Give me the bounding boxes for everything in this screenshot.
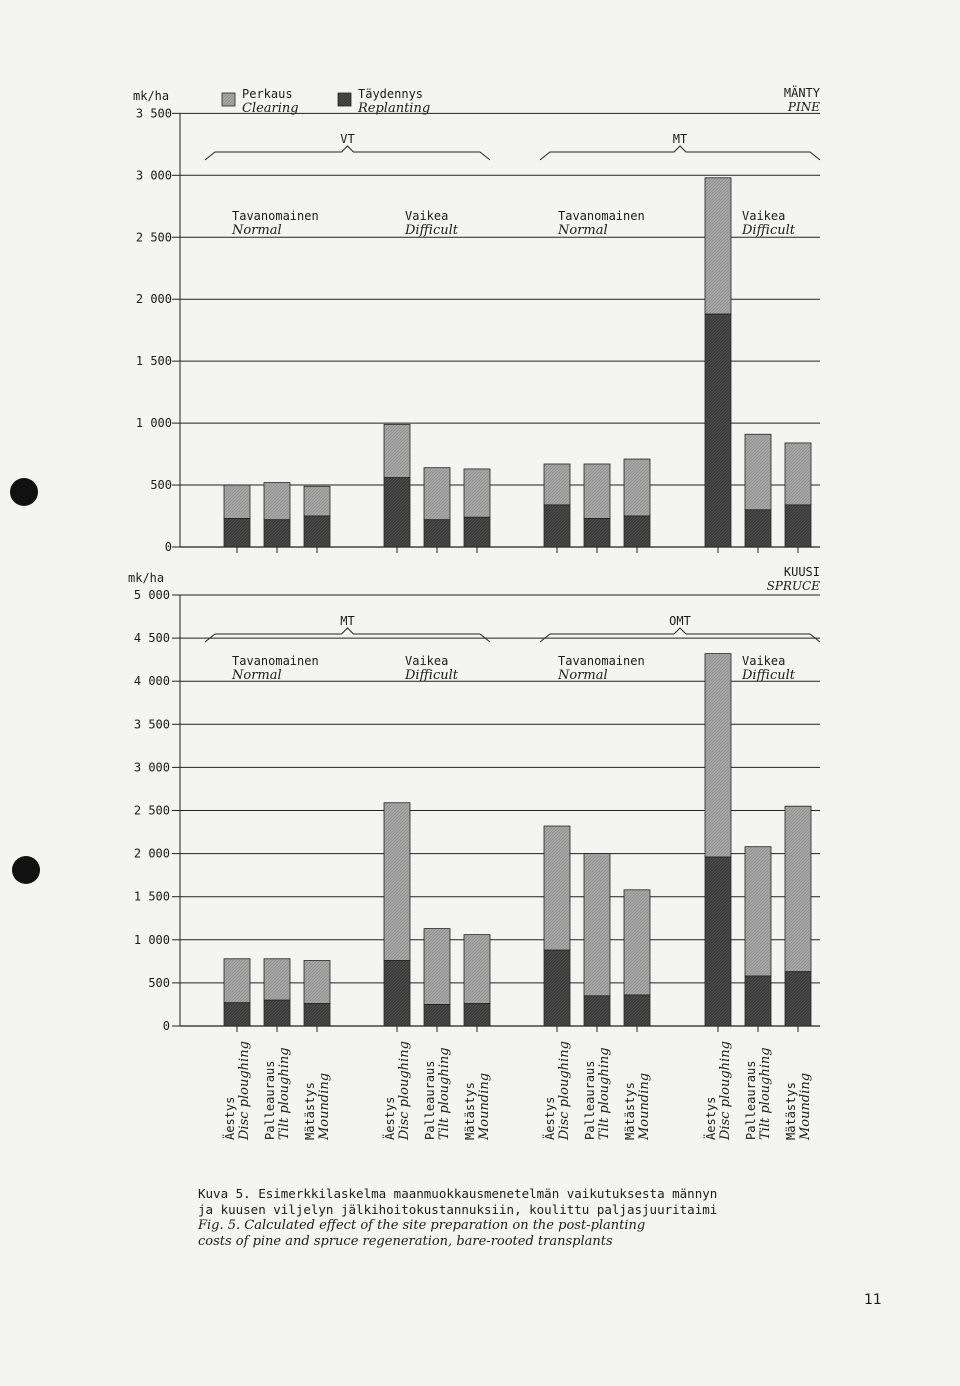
pine-bar-clearing bbox=[224, 485, 250, 518]
pine-y-tick-label: 1 500 bbox=[135, 354, 172, 369]
x-method-label-fi: Palleauraus bbox=[423, 1060, 437, 1140]
pine-group-label-fi: Tavanomainen bbox=[232, 209, 319, 223]
spruce-group-label-en: Difficult bbox=[742, 668, 795, 683]
legend-replanting-label-fi: Täydennys bbox=[358, 87, 424, 101]
pine-bar-clearing bbox=[424, 468, 450, 520]
spruce-bar-clearing bbox=[544, 826, 570, 950]
pine-bar-clearing bbox=[745, 434, 771, 510]
pine-y-tick-label: 3 000 bbox=[135, 168, 172, 183]
pine-site-label-vt: VT bbox=[340, 132, 355, 146]
x-method-label-fi: Mätästys bbox=[463, 1082, 477, 1140]
pine-bar-replanting bbox=[705, 314, 731, 547]
binder-hole bbox=[12, 856, 40, 884]
spruce-group-label-fi: Tavanomainen bbox=[558, 654, 645, 668]
pine-group-label-fi: Vaikea bbox=[742, 209, 786, 223]
x-method-label-fi: Mätästys bbox=[784, 1082, 798, 1140]
page-number: 11 bbox=[864, 1292, 882, 1308]
caption-fi-line-2: ja kuusen viljelyn jälkihoitokustannuksiin, koulittu paljasjuuritaimi bbox=[198, 1202, 718, 1217]
spruce-group-label-en: Difficult bbox=[405, 668, 458, 683]
x-method-label-en: Tilt ploughing bbox=[758, 1047, 773, 1140]
pine-bar-replanting bbox=[224, 519, 250, 547]
figure-caption bbox=[198, 1186, 798, 1250]
spruce-y-tick-label: 5 000 bbox=[133, 588, 170, 602]
pine-bar-replanting bbox=[464, 517, 490, 547]
spruce-bar-clearing bbox=[384, 803, 410, 961]
spruce-group-label-fi: Vaikea bbox=[405, 654, 449, 668]
pine-bar-clearing bbox=[584, 464, 610, 519]
pine-bar-replanting bbox=[745, 510, 771, 547]
spruce-bar-clearing bbox=[304, 960, 330, 1003]
spruce-bar-replanting bbox=[584, 996, 610, 1026]
pine-bar-clearing bbox=[304, 486, 330, 516]
spruce-y-tick-label: 3 500 bbox=[133, 717, 170, 732]
pine-y-tick-label: 3 500 bbox=[135, 106, 172, 121]
legend-clearing-label-fi: Perkaus bbox=[242, 87, 293, 101]
x-method-label-fi: Mätästys bbox=[623, 1082, 637, 1140]
caption-en-line-1: Fig. 5. Calculated effect of the site preparation on the post-planting bbox=[198, 1218, 646, 1233]
pine-y-tick-label: 500 bbox=[150, 478, 172, 493]
spruce-bar-clearing bbox=[745, 847, 771, 976]
x-method-label-fi: Palleauraus bbox=[263, 1060, 277, 1140]
legend-clearing-swatch bbox=[222, 93, 235, 106]
pine-group-label-en: Normal bbox=[558, 223, 608, 238]
spruce-bar-clearing bbox=[264, 959, 290, 1000]
pine-group-label-en: Difficult bbox=[405, 223, 458, 238]
spruce-bar-clearing bbox=[785, 806, 811, 972]
pine-bar-replanting bbox=[785, 505, 811, 547]
pine-bar-replanting bbox=[304, 516, 330, 547]
pine-bar-clearing bbox=[705, 178, 731, 314]
spruce-site-brace-omt bbox=[540, 628, 820, 642]
x-method-label-fi: Mätästys bbox=[303, 1082, 317, 1140]
spruce-site-label-omt: OMT bbox=[669, 614, 691, 628]
x-method-label-en: Disc ploughing bbox=[397, 1041, 412, 1140]
pine-title: MÄNTY bbox=[783, 86, 820, 100]
pine-y-tick-label: 2 000 bbox=[135, 292, 172, 307]
spruce-bar-clearing bbox=[705, 654, 731, 857]
x-method-label-fi: Äestys bbox=[383, 1096, 397, 1140]
x-method-label-en: Mounding bbox=[637, 1072, 652, 1140]
spruce-bar-replanting bbox=[624, 995, 650, 1026]
spruce-bar-replanting bbox=[264, 1000, 290, 1026]
spruce-bar-replanting bbox=[464, 1004, 490, 1026]
pine-title-en: PINE bbox=[787, 100, 820, 114]
pine-y-tick-label: 1 000 bbox=[135, 416, 172, 431]
spruce-title: KUUSI bbox=[783, 565, 820, 579]
spruce-y-tick-label: 4 500 bbox=[133, 631, 170, 646]
pine-site-label-mt: MT bbox=[672, 132, 688, 146]
x-method-label-en: Disc ploughing bbox=[237, 1041, 252, 1140]
spruce-group-label-en: Normal bbox=[558, 668, 608, 683]
spruce-group-label-fi: Vaikea bbox=[742, 654, 786, 668]
spruce-bar-replanting bbox=[745, 976, 771, 1026]
spruce-bar-clearing bbox=[464, 935, 490, 1004]
pine-site-brace-vt bbox=[205, 146, 490, 160]
pine-bar-replanting bbox=[624, 516, 650, 547]
pine-bar-clearing bbox=[264, 483, 290, 520]
spruce-bar-clearing bbox=[624, 890, 650, 995]
spruce-y-tick-label: 4 000 bbox=[133, 674, 170, 689]
pine-group-label-en: Normal bbox=[232, 223, 282, 238]
spruce-bar-replanting bbox=[544, 950, 570, 1026]
x-method-label-en: Mounding bbox=[317, 1072, 332, 1140]
pine-group-label-en: Difficult bbox=[742, 223, 795, 238]
spruce-bar-replanting bbox=[705, 857, 731, 1026]
x-method-label-en: Mounding bbox=[477, 1072, 492, 1140]
spruce-site-brace-mt bbox=[205, 628, 490, 642]
pine-bar-clearing bbox=[464, 469, 490, 517]
x-method-label-en: Disc ploughing bbox=[718, 1041, 733, 1140]
spruce-group-label-en: Normal bbox=[232, 668, 282, 683]
x-method-label-fi: Äestys bbox=[704, 1096, 718, 1140]
spruce-y-tick-label: 3 000 bbox=[133, 760, 170, 775]
legend-clearing-label-en: Clearing bbox=[242, 101, 299, 116]
x-method-label-en: Disc ploughing bbox=[557, 1041, 572, 1140]
spruce-group-label-fi: Tavanomainen bbox=[232, 654, 319, 668]
pine-bar-replanting bbox=[384, 478, 410, 547]
spruce-y-tick-label: 1 000 bbox=[133, 932, 170, 947]
x-method-label-en: Tilt ploughing bbox=[437, 1047, 452, 1140]
pine-y-tick-label: 2 500 bbox=[135, 230, 172, 245]
pine-y-unit-label: mk/ha bbox=[133, 89, 170, 103]
x-method-label-fi: Palleauraus bbox=[583, 1060, 597, 1140]
pine-bar-clearing bbox=[785, 443, 811, 505]
pine-group-label-fi: Tavanomainen bbox=[558, 209, 645, 223]
spruce-y-tick-label: 1 500 bbox=[133, 889, 170, 904]
pine-y-tick-label: 0 bbox=[164, 540, 172, 554]
spruce-site-label-mt: MT bbox=[340, 614, 355, 628]
spruce-bar-clearing bbox=[224, 959, 250, 1003]
x-method-label-fi: Äestys bbox=[223, 1096, 237, 1140]
pine-bar-replanting bbox=[584, 519, 610, 547]
spruce-y-unit-label: mk/ha bbox=[128, 571, 165, 585]
spruce-bar-replanting bbox=[384, 960, 410, 1026]
spruce-bar-clearing bbox=[424, 929, 450, 1005]
spruce-y-tick-label: 500 bbox=[148, 975, 170, 990]
spruce-y-tick-label: 2 000 bbox=[133, 846, 170, 861]
spruce-bar-clearing bbox=[584, 854, 610, 996]
pine-bar-replanting bbox=[544, 505, 570, 547]
pine-bar-clearing bbox=[624, 459, 650, 516]
pine-bar-replanting bbox=[264, 520, 290, 547]
pine-site-brace-mt bbox=[540, 146, 820, 160]
pine-group-label-fi: Vaikea bbox=[405, 209, 449, 223]
x-method-label-en: Tilt ploughing bbox=[597, 1047, 612, 1140]
spruce-bar-replanting bbox=[785, 972, 811, 1026]
spruce-title-en: SPRUCE bbox=[766, 579, 820, 593]
spruce-y-tick-label: 0 bbox=[162, 1019, 170, 1033]
x-method-label-en: Tilt ploughing bbox=[277, 1047, 292, 1140]
legend-replanting-swatch bbox=[338, 93, 351, 106]
legend-replanting-label-en: Replanting bbox=[358, 101, 431, 116]
pine-bar-clearing bbox=[544, 464, 570, 505]
x-method-label-fi: Palleauraus bbox=[744, 1060, 758, 1140]
spruce-bar-replanting bbox=[304, 1004, 330, 1026]
caption-en-line-2: costs of pine and spruce regeneration, bare-rooted transplants bbox=[198, 1234, 613, 1249]
pine-bar-clearing bbox=[384, 424, 410, 477]
caption-fi-line-1: Kuva 5. Esimerkkilaskelma maanmuokkausmenetelmän vaikutuksesta männyn bbox=[198, 1186, 718, 1201]
spruce-y-tick-label: 2 500 bbox=[133, 803, 170, 818]
spruce-bar-replanting bbox=[224, 1003, 250, 1026]
spruce-bar-replanting bbox=[424, 1004, 450, 1026]
x-method-label-fi: Äestys bbox=[543, 1096, 557, 1140]
binder-hole bbox=[10, 478, 38, 506]
pine-bar-replanting bbox=[424, 520, 450, 547]
x-method-label-en: Mounding bbox=[798, 1072, 813, 1140]
